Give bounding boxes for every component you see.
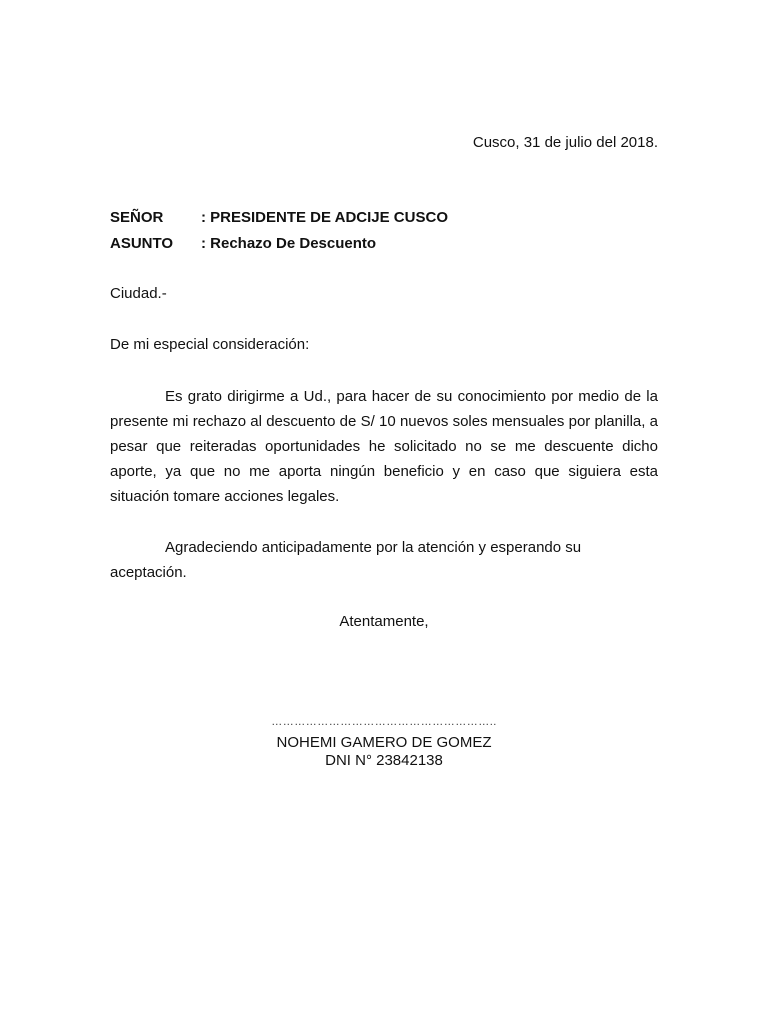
signer-dni: DNI N° 23842138 bbox=[325, 752, 443, 769]
signer-name: NOHEMI GAMERO DE GOMEZ bbox=[276, 734, 492, 751]
recipient-row bbox=[110, 209, 448, 226]
body-paragraph-2: Agradeciendo anticipadamente por la atención y esperando su aceptación. bbox=[110, 539, 582, 581]
signature-line: ………………………………………………….. bbox=[271, 716, 497, 728]
closing: Atentamente, bbox=[339, 613, 429, 630]
subject-row bbox=[110, 235, 376, 252]
recipient-label: SEÑOR bbox=[110, 209, 164, 226]
body-paragraph-1: Es grato dirigirme a Ud., para hacer de su conocimiento por medio de la presente mi rechazo al descuento de S/ 10 nuevos soles mensuales por planilla, a pesar que reiteradas oportunidades he solicitado no se me descuente dicho aporte, ya que no me aporta ningún beneficio y en caso que siguiera esta situación tomare acciones legales. bbox=[110, 388, 658, 505]
letter-date: Cusco, 31 de julio del 2018. bbox=[472, 134, 658, 151]
subject-label: ASUNTO bbox=[110, 235, 174, 252]
city-line: Ciudad.- bbox=[110, 285, 167, 302]
greeting: De mi especial consideración: bbox=[110, 336, 310, 353]
subject-value: : Rechazo De Descuento bbox=[201, 235, 377, 252]
recipient-value: : PRESIDENTE DE ADCIJE CUSCO bbox=[201, 209, 448, 226]
